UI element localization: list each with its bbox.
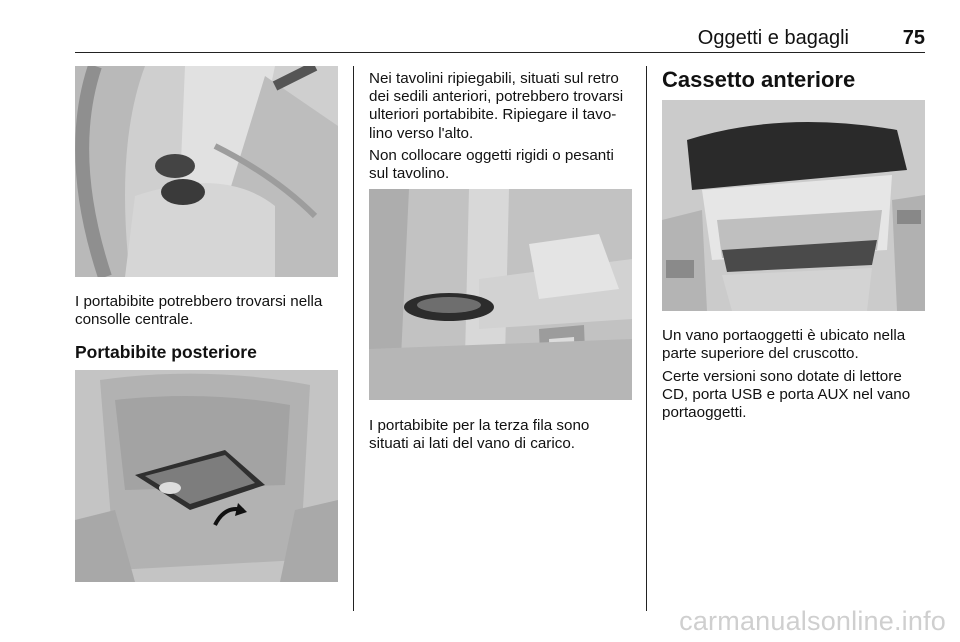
- illustration-folding-tray: [75, 370, 338, 582]
- text-line: dei sedili anteriori, potrebbero trovarsi: [369, 88, 624, 106]
- text-line: Un vano portaoggetti è ubicato nella: [662, 327, 906, 344]
- caption-line: situati ai lati del vano di carico.: [369, 435, 575, 453]
- heading-glovebox: Cassetto anteriore: [662, 67, 856, 92]
- text-line: CD, porta USB e porta AUX nel vano: [662, 386, 911, 404]
- text-line: portaoggetti.: [662, 404, 747, 422]
- caption-center-console: [75, 293, 322, 329]
- caption-line: I portabibite per la terza fila sono: [369, 417, 590, 434]
- text-line: parte superiore del cruscotto.: [662, 345, 859, 363]
- caption-third-row: [369, 417, 589, 453]
- text-line: Certe versioni sono dotate di lettore: [662, 368, 902, 385]
- paragraph-glovebox-location: [662, 327, 905, 363]
- heading-rear-cupholder: Portabibite posteriore: [75, 342, 257, 362]
- text-line: lino verso l'alto.: [369, 124, 474, 142]
- illustration-third-row-cupholder: [369, 189, 632, 400]
- watermark: carmanualsonline.info: [679, 606, 946, 636]
- caption-line: consolle centrale.: [75, 311, 194, 329]
- text-line: Non collocare oggetti rigidi o pesanti: [369, 147, 614, 164]
- illustration-center-console-cupholder: [75, 66, 338, 277]
- paragraph-warning: [369, 147, 614, 183]
- column-divider-1: [353, 66, 354, 611]
- text-line: sul tavolino.: [369, 165, 450, 183]
- paragraph-folding-tables: [369, 70, 623, 143]
- caption-line: I portabibite potrebbero trovarsi nella: [75, 293, 323, 310]
- text-line: ulteriori portabibite. Ripiegare il tavo-: [369, 106, 617, 124]
- page-number: 75: [902, 27, 925, 49]
- page-header: [75, 26, 925, 53]
- section-title: Oggetti e bagagli: [697, 27, 849, 49]
- text-line: Nei tavolini ripiegabili, situati sul retro: [369, 70, 619, 87]
- paragraph-glovebox-features: [662, 368, 910, 423]
- column-divider-2: [646, 66, 647, 611]
- illustration-glovebox: [662, 100, 925, 311]
